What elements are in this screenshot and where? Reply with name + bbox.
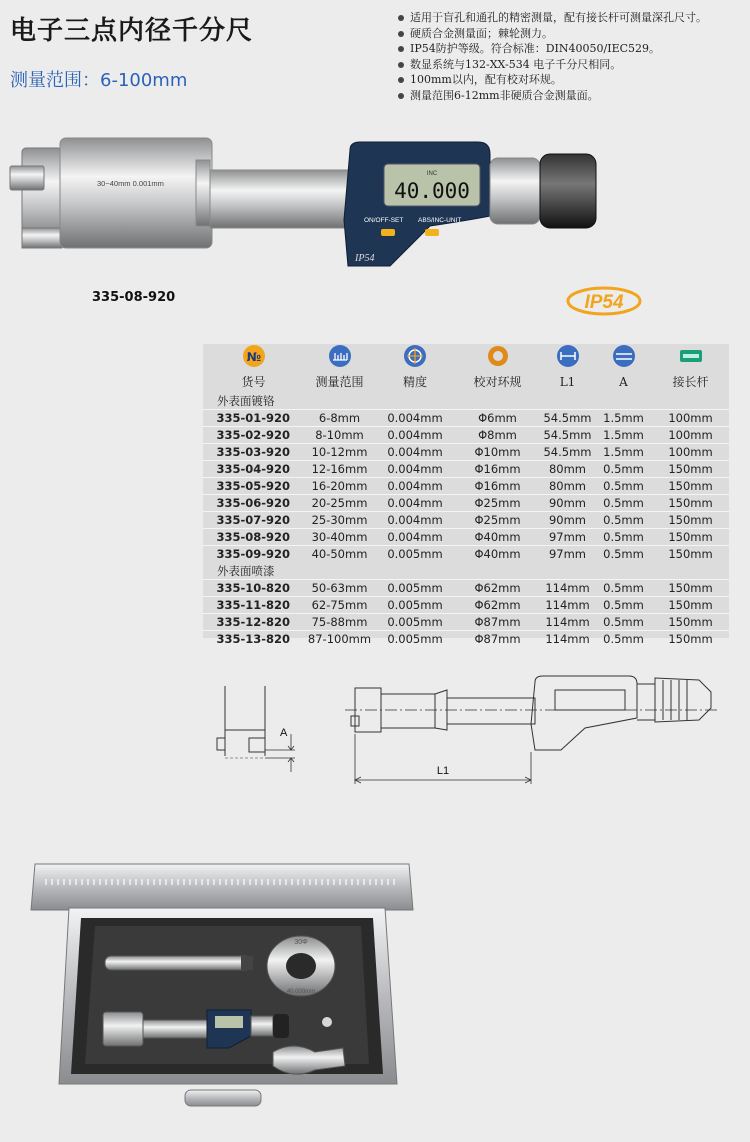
table-cell: 0.5mm bbox=[595, 597, 652, 614]
table-cell: 0.5mm bbox=[595, 546, 652, 563]
table-cell: 150mm bbox=[652, 597, 729, 614]
thimble bbox=[490, 158, 540, 224]
table-cell: Φ62mm bbox=[455, 580, 540, 597]
dimension-diagram bbox=[205, 672, 720, 792]
side-view bbox=[351, 676, 711, 750]
table-cell: 100mm bbox=[652, 427, 729, 444]
item-number-cell: 335-03-920 bbox=[203, 444, 304, 461]
table-cell: 150mm bbox=[652, 461, 729, 478]
table-cell: 0.5mm bbox=[595, 512, 652, 529]
spec-table-panel bbox=[203, 344, 729, 646]
table-cell: 0.005mm bbox=[375, 546, 455, 563]
table-cell: 90mm bbox=[540, 512, 595, 529]
abs-inc-unit-button[interactable] bbox=[425, 229, 439, 236]
table-cell: 150mm bbox=[652, 546, 729, 563]
dimension-l1-label: L1 bbox=[436, 765, 450, 777]
table-cell: 150mm bbox=[652, 478, 729, 495]
a-icon bbox=[611, 344, 637, 368]
item-number-cell: 335-13-820 bbox=[203, 631, 304, 648]
section-row bbox=[203, 392, 729, 410]
table-cell: 80mm bbox=[540, 478, 595, 495]
item-number-cell: 335-09-920 bbox=[203, 546, 304, 563]
table-row bbox=[203, 614, 729, 631]
table-row bbox=[203, 410, 729, 427]
on-off-set-label: ON/OFF-SET bbox=[364, 217, 404, 224]
table-cell: 0.004mm bbox=[375, 512, 455, 529]
abs-inc-unit-label: ABS/INC-UNIT bbox=[418, 217, 462, 224]
table-cell: 150mm bbox=[652, 495, 729, 512]
table-cell: 150mm bbox=[652, 529, 729, 546]
table-cell: 16-20mm bbox=[304, 478, 375, 495]
ring-marking-top: 30Φ bbox=[294, 939, 308, 946]
table-cell: 90mm bbox=[540, 495, 595, 512]
table-cell: 0.004mm bbox=[375, 529, 455, 546]
table-cell: 97mm bbox=[540, 546, 595, 563]
table-cell: 25-30mm bbox=[304, 512, 375, 529]
table-cell: Φ87mm bbox=[455, 631, 540, 648]
table-cell: 1.5mm bbox=[595, 427, 652, 444]
table-cell: 54.5mm bbox=[540, 427, 595, 444]
item-number-cell: 335-01-920 bbox=[203, 410, 304, 427]
table-cell: 20-25mm bbox=[304, 495, 375, 512]
table-cell: 30-40mm bbox=[304, 529, 375, 546]
table-row bbox=[203, 529, 729, 546]
extension-rod-in-case bbox=[105, 956, 253, 970]
table-cell: 54.5mm bbox=[540, 444, 595, 461]
l1-icon bbox=[555, 344, 581, 368]
table-cell: 0.004mm bbox=[375, 495, 455, 512]
on-off-set-button[interactable] bbox=[381, 229, 395, 236]
table-row bbox=[203, 631, 729, 648]
table-row bbox=[203, 444, 729, 461]
table-cell: Φ40mm bbox=[455, 546, 540, 563]
table-cell: 1.5mm bbox=[595, 410, 652, 427]
table-cell: 0.5mm bbox=[595, 461, 652, 478]
feature-item: 适用于盲孔和通孔的精密测量，配有接长杆可测量深孔尺寸。 bbox=[396, 10, 746, 26]
table-cell: 0.5mm bbox=[595, 529, 652, 546]
table-cell: 150mm bbox=[652, 631, 729, 648]
table-cell: 1.5mm bbox=[595, 444, 652, 461]
table-row bbox=[203, 495, 729, 512]
table-row bbox=[203, 461, 729, 478]
table-cell: Φ16mm bbox=[455, 478, 540, 495]
number-icon bbox=[241, 344, 267, 368]
ip54-badge bbox=[565, 283, 643, 319]
header-icon-row bbox=[203, 344, 729, 371]
case-handle[interactable] bbox=[185, 1090, 261, 1106]
table-cell: 0.5mm bbox=[595, 631, 652, 648]
table-cell: 150mm bbox=[652, 614, 729, 631]
table-cell: 114mm bbox=[540, 631, 595, 648]
extension-rod-icon bbox=[678, 344, 704, 368]
feature-item: 数显系统与132-XX-534 电子千分尺相同。 bbox=[396, 57, 746, 73]
table-cell: 80mm bbox=[540, 461, 595, 478]
head-body bbox=[60, 138, 212, 248]
painted-rows bbox=[203, 580, 729, 648]
feature-item: 测量范围6-12mm非硬质合金测量面。 bbox=[396, 88, 746, 104]
ip54-marking: IP54 bbox=[355, 253, 375, 264]
header-cell: L1 bbox=[559, 374, 576, 389]
feature-list bbox=[396, 10, 746, 103]
table-cell: 6-8mm bbox=[304, 410, 375, 427]
table-cell: Φ25mm bbox=[455, 512, 540, 529]
section-row bbox=[203, 562, 729, 580]
table-cell: 8-10mm bbox=[304, 427, 375, 444]
table-cell: 12-16mm bbox=[304, 461, 375, 478]
page-title: 电子三点内径千分尺 bbox=[10, 16, 254, 46]
carrying-case-image bbox=[25, 852, 420, 1122]
table-cell: 114mm bbox=[540, 580, 595, 597]
table-row bbox=[203, 478, 729, 495]
table-cell: 0.5mm bbox=[595, 580, 652, 597]
table-cell: Φ25mm bbox=[455, 495, 540, 512]
table-cell: 0.5mm bbox=[595, 614, 652, 631]
table-cell: 97mm bbox=[540, 529, 595, 546]
number-symbol: № bbox=[246, 350, 261, 364]
section-label: 外表面镀铬 bbox=[217, 393, 275, 408]
table-cell: Φ87mm bbox=[455, 614, 540, 631]
table-cell: 150mm bbox=[652, 512, 729, 529]
table-cell: 10-12mm bbox=[304, 444, 375, 461]
table-cell: 75-88mm bbox=[304, 614, 375, 631]
table-cell: Φ6mm bbox=[455, 410, 540, 427]
table-cell: 100mm bbox=[652, 410, 729, 427]
table-cell: 0.5mm bbox=[595, 478, 652, 495]
table-cell: 0.004mm bbox=[375, 461, 455, 478]
table-cell: 50-63mm bbox=[304, 580, 375, 597]
ratchet-knob[interactable] bbox=[540, 154, 596, 228]
chrome-plated-rows bbox=[203, 410, 729, 563]
table-row bbox=[203, 597, 729, 614]
item-number-cell: 335-11-820 bbox=[203, 597, 304, 614]
item-number-cell: 335-02-920 bbox=[203, 427, 304, 444]
table-row bbox=[203, 580, 729, 597]
table-row bbox=[203, 427, 729, 444]
ring-marking-bottom: 40.000mm bbox=[286, 989, 316, 995]
item-number-cell: 335-10-820 bbox=[203, 580, 304, 597]
ring-gauge-icon bbox=[485, 344, 511, 368]
table-cell: 0.004mm bbox=[375, 478, 455, 495]
setting-ring-in-case bbox=[267, 936, 335, 996]
dimension-a-label: A bbox=[280, 727, 288, 739]
feature-item: IP54防护等级。符合标准：DIN40050/IEC529。 bbox=[396, 41, 746, 57]
barrel bbox=[210, 170, 358, 228]
range-icon bbox=[327, 344, 353, 368]
micrometer-product-image bbox=[0, 120, 620, 290]
header-cell: 测量范围 bbox=[315, 375, 364, 389]
ip54-badge-text: IP54 bbox=[584, 292, 624, 313]
table-cell: 150mm bbox=[652, 580, 729, 597]
table-header-row bbox=[203, 371, 729, 392]
feature-item: 硬质合金测量面；棘轮测力。 bbox=[396, 26, 746, 42]
product-model-number: 335-08-920 bbox=[92, 290, 176, 305]
header-cell: A bbox=[619, 374, 628, 389]
item-number-cell: 335-06-920 bbox=[203, 495, 304, 512]
item-number-cell: 335-08-920 bbox=[203, 529, 304, 546]
table-cell: 0.004mm bbox=[375, 427, 455, 444]
display-inc-label: INC bbox=[426, 171, 438, 177]
item-number-cell: 335-04-920 bbox=[203, 461, 304, 478]
spec-table bbox=[203, 344, 729, 647]
body-marking: 30~40mm 0.001mm bbox=[97, 179, 164, 188]
digital-display-unit bbox=[344, 142, 490, 266]
table-cell: 114mm bbox=[540, 614, 595, 631]
table-cell: Φ62mm bbox=[455, 597, 540, 614]
table-cell: 87-100mm bbox=[304, 631, 375, 648]
header-cell: 接长杆 bbox=[672, 375, 709, 389]
measuring-range-subtitle: 测量范围：6-100mm bbox=[10, 70, 188, 91]
accuracy-icon bbox=[402, 344, 428, 368]
table-cell: Φ8mm bbox=[455, 427, 540, 444]
table-row bbox=[203, 546, 729, 563]
table-cell: 0.004mm bbox=[375, 410, 455, 427]
section-label: 外表面喷漆 bbox=[217, 563, 275, 578]
table-cell: 100mm bbox=[652, 444, 729, 461]
table-cell: 62-75mm bbox=[304, 597, 375, 614]
table-cell: 54.5mm bbox=[540, 410, 595, 427]
measuring-head bbox=[10, 148, 62, 248]
table-cell: Φ10mm bbox=[455, 444, 540, 461]
item-number-cell: 335-12-820 bbox=[203, 614, 304, 631]
table-cell: 114mm bbox=[540, 597, 595, 614]
feature-item: 100mm以内，配有校对环规。 bbox=[396, 72, 746, 88]
item-number-cell: 335-05-920 bbox=[203, 478, 304, 495]
table-cell: 0.005mm bbox=[375, 614, 455, 631]
header-cell: 精度 bbox=[402, 375, 427, 389]
table-cell: Φ16mm bbox=[455, 461, 540, 478]
table-cell: 0.005mm bbox=[375, 580, 455, 597]
table-row bbox=[203, 512, 729, 529]
item-number-cell: 335-07-920 bbox=[203, 512, 304, 529]
table-cell: 0.005mm bbox=[375, 597, 455, 614]
table-cell: 40-50mm bbox=[304, 546, 375, 563]
header-cell: 校对环规 bbox=[473, 375, 522, 389]
table-cell: 0.005mm bbox=[375, 631, 455, 648]
spare-ball bbox=[322, 1017, 332, 1027]
case-lid[interactable] bbox=[31, 864, 413, 910]
display-reading: 40.000 bbox=[394, 179, 470, 203]
table-cell: 0.5mm bbox=[595, 495, 652, 512]
table-cell: Φ40mm bbox=[455, 529, 540, 546]
header-cell: 货号 bbox=[241, 375, 266, 389]
table-cell: 0.004mm bbox=[375, 444, 455, 461]
